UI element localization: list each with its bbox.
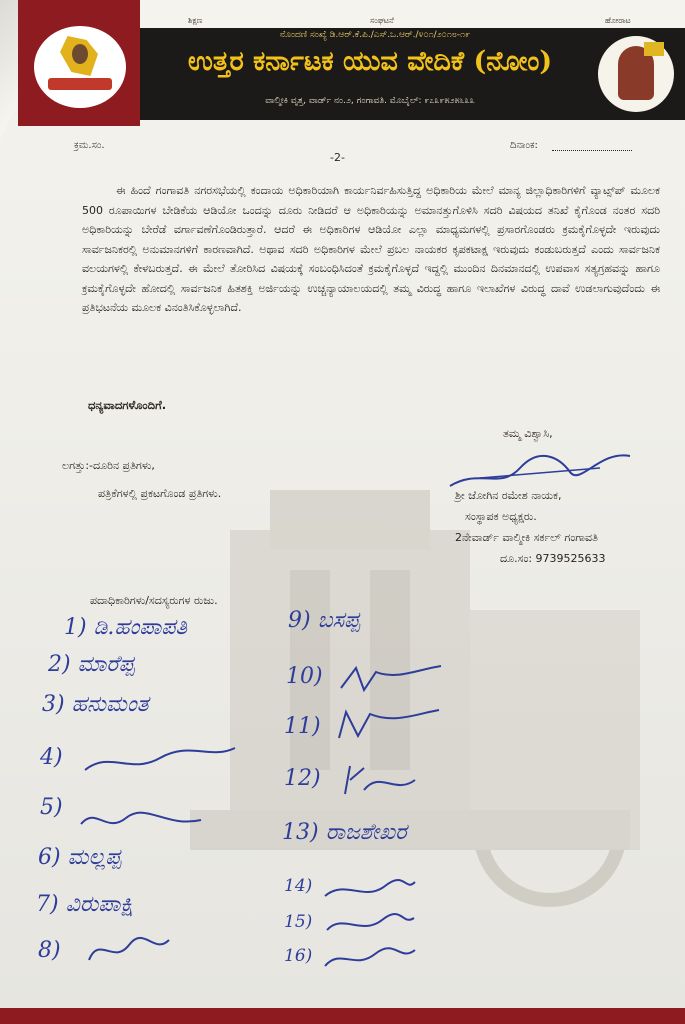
enclosures-label: ಲಗತ್ತು:-ದೂರಿನ ಪ್ರತಿಗಳು, xyxy=(62,459,155,472)
organization-logo-left xyxy=(34,26,126,108)
member-signature: 11) xyxy=(284,714,321,739)
flag-icon xyxy=(644,42,664,56)
thanks-line: ಧನ್ಯವಾದಗಳೊಂದಿಗೆ. xyxy=(88,398,167,412)
signature-scrawl xyxy=(84,930,174,970)
motto-struggle: ಹೋರಾಟ xyxy=(605,16,631,25)
member-signature: 9) ಬಸಪ್ಪ xyxy=(288,608,360,633)
member-signature: 3) ಹನುಮಂತ xyxy=(42,692,149,717)
letter-body-paragraph: ಈ ಹಿಂದೆ ಗಂಗಾವತಿ ನಗರಸಭೆಯಲ್ಲಿ ಕಂದಾಯ ಅಧಿಕಾರಿಯಾಗಿ ಕಾರ್ಯನಿರ್ವಹಿಸುತ್ತಿದ್ದ ಅಧಿಕಾರಿಯ ಮೇಲೆ ಮಾನ್ಯ ಜಿಲ್ಲಾಧಿಕಾರಿಗಳಿಗೆ ವ್ಯಾಟ್ಸ್‌ಪ್ ಮೂಲಕ 500 ರೂಪಾಯಿಗಳ ಬೇಡಿಕೆಯ ಆಡಿಯೋ ಒಂದನ್ನು ದೂರು ನೀಡಿದರೆ ಆ ಅಧಿಕಾರಿಯನ್ನು ಅಮಾನತ್ತುಗೊಳಿಸಿ ಸದರಿ ವಿಷಯದ ತನಿಖೆ ಕೈಗೊಂಡ ನಂತರ ಸದರಿ ಅಧಿಕಾರಿಯನ್ನು ಬೇರೆಡೆ ವರ್ಗಾವಣೆಗೊಂಡಿರುತ್ತಾರೆ. ಆದರೆ ಈ ಅಧಿಕಾರಿಗಳ ಆಡಿಯೋ ಎಲ್ಲಾ ಮಾಧ್ಯಮಗಳಲ್ಲಿ ಪ್ರಸಾರಗೊಂಡರು ಕ್ರಮಕೈಗೊಳ್ಳದೇ ಇರುವುದು ಸಾರ್ವಜನಿಕರಲ್ಲಿ ಅನುಮಾನಗಳಿಗೆ ಕಾರಣವಾಗಿದೆ. ಅಥಾವ ಸದರಿ ಅಧಿಕಾರಿಗಳ ಮೇಲೆ ಪ್ರಬಲ ನಾಯಕರ ಕೃಪಕಟಾಕ್ಷ ಇರುವುದು ಕಂಡುಬರುತ್ತದೆ ಎಂದು ಸಾರ್ವಜನಿಕ ವಲಯಗಳಲ್ಲಿ ಕೇಳಬರುತ್ತದೆ. ಈ ಮೇಲೆ ತೋರಿಸಿದ ವಿಷಯಕ್ಕೆ ಸಂಬಂಧಿಸಿದಂತೆ ಕ್ರಮಕೈಗೊಳ್ಳದೆ ಇದ್ದಲ್ಲಿ ಮುಂದಿನ ದಿನಮಾನದಲ್ಲಿ ಉಪವಾಸ ಸತ್ಯಗ್ರಹವನ್ನು ಹಾಗೂ ಕ್ರಮಕೈಗೊಳ್ಳದೇ ಹೋದಲ್ಲಿ ಸಾರ್ವಜನಿಕ ಹಿತಶಕ್ತಿ ಅರ್ಜಿಯನ್ನು ಉಚ್ಚನ್ಯಾಯಾಲಯದಲ್ಲಿ ತಮ್ಮ ವಿರುದ್ಧ ಹಾಗೂ ಇಲಾಖೆಗಳ ವಿರುದ್ಧ ದಾವೆ ಉಡಲಾಗುವುದೆಂದು ಈ ಪ್ರತಿಭಟನೆಯ ಮೂಲಕ ವಿನಂತಿಸಿಕೊಳ್ಳಲಾಗಿದೆ. xyxy=(82,184,660,314)
founder-portrait-icon xyxy=(72,44,88,64)
signatory-phone: ದೂ.ಸಂ: 9739525633 xyxy=(500,552,606,565)
signatory-title: ಸಂಸ್ಥಾಪಕ ಅಧ್ಯಕ್ಷರು. xyxy=(465,510,537,523)
page-number: -2- xyxy=(330,151,345,164)
signature-scrawl xyxy=(80,740,240,780)
member-signature: 16) xyxy=(284,946,313,966)
signature-scrawl xyxy=(336,660,446,700)
member-signature: 13) ರಾಜಶೇಖರ xyxy=(282,820,407,845)
signatory-name: ಶ್ರೀ ಜೋಗಿನ ರಮೇಶ ನಾಯಕ, xyxy=(455,489,562,502)
signature-scrawl xyxy=(320,874,420,904)
signatory-address: 2ನೇವಾರ್ಡ್ ವಾಲ್ಮೀಕಿ ಸರ್ಕಲ್ ಗಂಗಾವತಿ xyxy=(455,531,598,544)
member-signature: 2) ಮಾರೆಪ್ಪ xyxy=(48,652,135,677)
members-heading: ಪದಾಧಿಕಾರಿಗಳು/ಸದಸ್ಯರುಗಳ ರುಜು. xyxy=(90,594,218,607)
member-signature: 5) xyxy=(40,795,63,820)
motto-education: ಶಿಕ್ಷಣ xyxy=(188,16,203,25)
member-signature: 6) ಮಲ್ಲಪ್ಪ xyxy=(38,845,122,870)
signature-scrawl xyxy=(340,760,420,800)
motto-organization: ಸಂಘಟನೆ xyxy=(370,16,394,25)
member-signature: 15) xyxy=(284,912,313,932)
footer-red-band xyxy=(0,1008,685,1024)
organization-logo-right xyxy=(598,36,674,112)
date-label: ದಿನಾಂಕ: xyxy=(510,140,538,151)
logo-ribbon xyxy=(48,78,112,90)
organization-address: ವಾಲ್ಮೀಕಿ ವೃತ್ತ, ವಾರ್ಡ್ ನಂ.೨, ಗಂಗಾವತಿ. ಮೊಬೈಲ್: ೯೭೩೯೫೨೫೬೩೩ xyxy=(265,96,475,106)
signature-scrawl xyxy=(320,940,420,974)
signature-scrawl xyxy=(322,908,418,938)
member-signature: 14) xyxy=(284,876,313,896)
member-signature: 12) xyxy=(284,766,321,791)
member-signature: 1) ಡಿ.ಹಂಪಾಪತಿ xyxy=(64,615,188,640)
signature-scrawl xyxy=(76,804,206,836)
enclosures-item: ಪತ್ರಿಕೆಗಳಲ್ಲಿ ಪ್ರಕಟಗೊಂಡ ಪ್ರತಿಗಳು. xyxy=(98,487,222,500)
closing-line: ತಮ್ಮ ವಿಶ್ವಾಸಿ, xyxy=(503,427,553,440)
organization-name: ಉತ್ತರ ಕರ್ನಾಟಕ ಯುವ ವೇದಿಕೆ (ನೋಂ) xyxy=(187,46,553,77)
member-signature: 8) xyxy=(38,938,61,963)
date-dotted-line xyxy=(552,150,632,151)
signature-scrawl xyxy=(334,706,444,746)
ref-number-label: ಕ್ರಮ.ಸಂ. xyxy=(74,140,105,151)
signatory-block xyxy=(455,485,606,569)
member-signature: 7) ವಿರುಪಾಕ್ಷಿ xyxy=(36,892,134,917)
member-signature: 10) xyxy=(286,664,323,689)
member-signature: 4) xyxy=(40,745,63,770)
registration-number: ನೊಂದಣಿ ಸಂಖ್ಯೆ ಡಿ.ಆರ್.ಕೆ.ಪಿ./ಎಸ್.ಒ.ಆರ್./೪೦೧/೨೦೧೮-೧೯ xyxy=(279,30,471,40)
